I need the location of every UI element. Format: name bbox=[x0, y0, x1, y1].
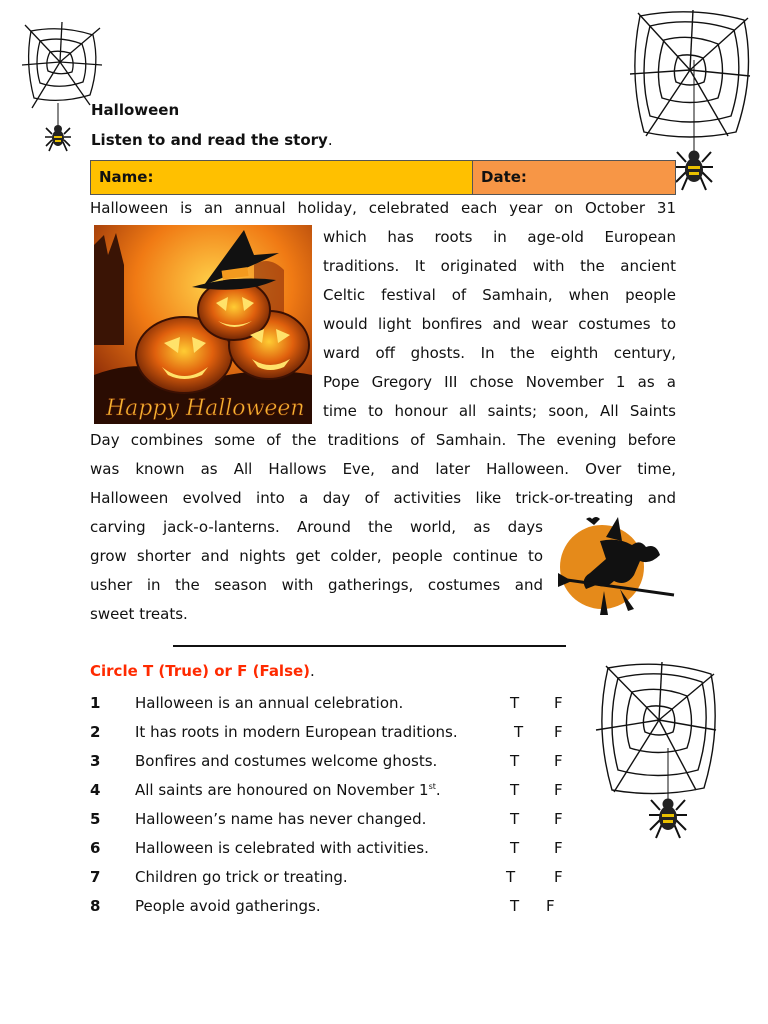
story-line: traditions. It originated with the ancient bbox=[323, 257, 676, 275]
question-text-main: All saints are honoured on November 1 bbox=[135, 781, 429, 799]
true-option[interactable]: T bbox=[510, 897, 520, 915]
question-text: Halloween is celebrated with activities. bbox=[135, 839, 429, 857]
spider-icon bbox=[648, 788, 688, 842]
story-line: ward off ghosts. In the eighth century, bbox=[323, 344, 676, 362]
spider-icon bbox=[674, 140, 714, 194]
question-text: Children go trick or treating. bbox=[135, 868, 348, 886]
question-text bbox=[135, 781, 441, 799]
false-option[interactable]: F bbox=[554, 694, 563, 712]
true-option[interactable]: T bbox=[506, 868, 516, 886]
story-line: Celtic festival of Samhain, when people bbox=[323, 286, 676, 304]
instructions-text: Listen to and read the story bbox=[91, 131, 328, 149]
spider-icon bbox=[44, 118, 72, 154]
story-line: Pope Gregory III chose November 1 as a bbox=[323, 373, 676, 391]
divider-line bbox=[173, 645, 566, 647]
true-option[interactable]: T bbox=[510, 839, 520, 857]
image-banner-text: Happy Halloween bbox=[106, 396, 305, 421]
question-row bbox=[90, 694, 610, 716]
question-row bbox=[90, 810, 610, 832]
question-text-tail: . bbox=[435, 781, 441, 799]
question-number: 3 bbox=[90, 752, 101, 770]
false-option[interactable]: F bbox=[554, 868, 563, 886]
instructions-end: . bbox=[327, 131, 333, 149]
story-line: grow shorter and nights get colder, people continue to bbox=[90, 547, 543, 565]
page-title: Halloween bbox=[91, 101, 180, 119]
story-line: would light bonfires and wear costumes to bbox=[323, 315, 676, 333]
date-label: Date: bbox=[481, 168, 527, 186]
story-line: was known as All Hallows Eve, and later Halloween. Over time, bbox=[90, 460, 676, 478]
witch-moon-icon bbox=[556, 515, 678, 623]
question-number: 1 bbox=[90, 694, 101, 712]
true-option[interactable]: T bbox=[510, 694, 520, 712]
question-number: 7 bbox=[90, 868, 101, 886]
false-option[interactable]: F bbox=[546, 897, 555, 915]
story-right-column bbox=[323, 223, 676, 426]
spider-web-icon bbox=[628, 8, 753, 143]
question-row bbox=[90, 781, 610, 803]
question-row bbox=[90, 897, 610, 919]
story-left-column bbox=[90, 513, 543, 629]
name-field[interactable] bbox=[91, 161, 473, 194]
false-option[interactable]: F bbox=[554, 810, 563, 828]
true-option[interactable]: T bbox=[510, 752, 520, 770]
false-option[interactable]: F bbox=[554, 752, 563, 770]
true-option[interactable]: T bbox=[514, 723, 524, 741]
story-line: which has roots in age-old European bbox=[323, 228, 676, 246]
date-field[interactable] bbox=[473, 161, 675, 194]
false-option[interactable]: F bbox=[554, 781, 563, 799]
question-text: Halloween’s name has never changed. bbox=[135, 810, 427, 828]
question-row bbox=[90, 839, 610, 861]
story-line: Halloween evolved into a day of activities like trick-or-treating and bbox=[90, 489, 676, 507]
question-row bbox=[90, 868, 610, 890]
tf-heading-text: Circle T (True) or F (False) bbox=[90, 662, 311, 680]
halloween-pumpkins-image bbox=[94, 225, 312, 424]
spider-web-icon bbox=[594, 660, 719, 805]
question-number: 8 bbox=[90, 897, 101, 915]
question-row bbox=[90, 752, 610, 774]
question-text: People avoid gatherings. bbox=[135, 897, 321, 915]
story-line: carving jack-o-lanterns. Around the world, as days bbox=[90, 518, 543, 536]
story-line: sweet treats. bbox=[90, 605, 188, 623]
story-line-1: Halloween is an annual holiday, celebrated each year on October 31 bbox=[90, 199, 676, 217]
story-line: usher in the season with gatherings, costumes and bbox=[90, 576, 543, 594]
false-option[interactable]: F bbox=[554, 839, 563, 857]
question-number: 6 bbox=[90, 839, 101, 857]
true-option[interactable]: T bbox=[510, 781, 520, 799]
ordinal-suffix: st bbox=[428, 782, 436, 791]
question-text: It has roots in modern European traditions. bbox=[135, 723, 458, 741]
question-text: Bonfires and costumes welcome ghosts. bbox=[135, 752, 438, 770]
question-number: 4 bbox=[90, 781, 101, 799]
story-line: time to honour all saints; soon, All Saints bbox=[323, 402, 676, 420]
tf-heading-end: . bbox=[310, 662, 315, 680]
tf-heading bbox=[90, 662, 315, 680]
instructions bbox=[91, 131, 333, 149]
true-option[interactable]: T bbox=[510, 810, 520, 828]
question-text: Halloween is an annual celebration. bbox=[135, 694, 404, 712]
false-option[interactable]: F bbox=[554, 723, 563, 741]
question-row bbox=[90, 723, 610, 745]
question-number: 5 bbox=[90, 810, 101, 828]
story-line: Day combines some of the traditions of Samhain. The evening before bbox=[90, 431, 676, 449]
name-date-bar bbox=[90, 160, 676, 195]
story-full-width bbox=[90, 426, 676, 513]
question-number: 2 bbox=[90, 723, 101, 741]
name-label: Name: bbox=[99, 168, 154, 186]
